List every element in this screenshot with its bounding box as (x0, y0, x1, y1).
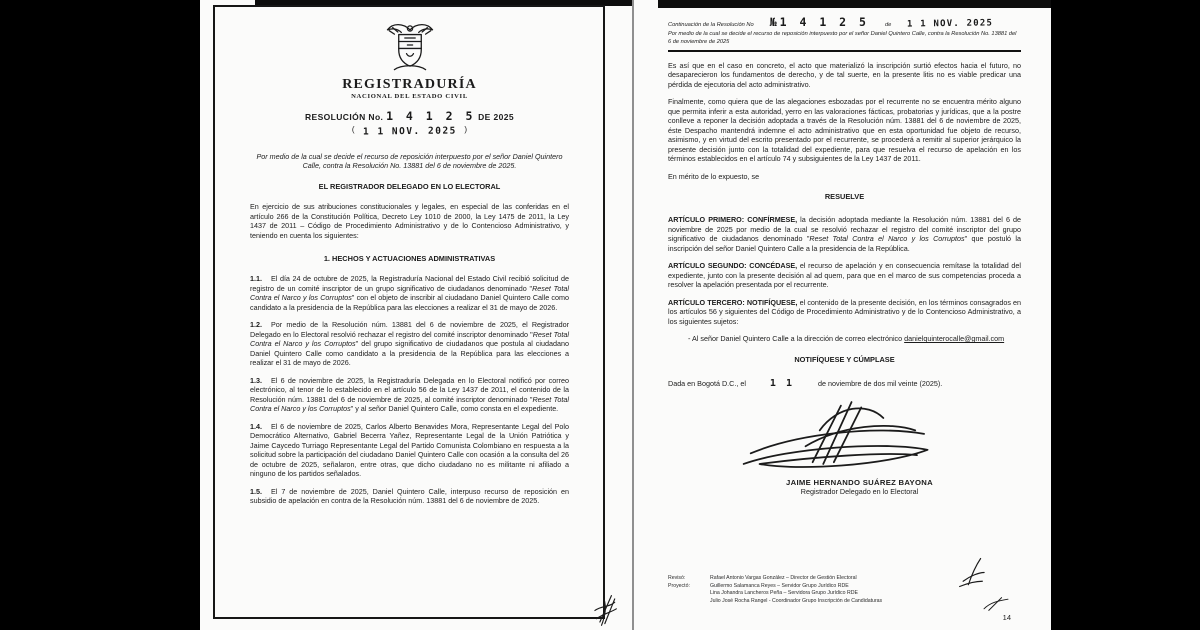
reviso-label: Revisó: (668, 574, 686, 581)
footer-initials-signature (942, 555, 986, 590)
issued-day-stamp: 1 1 (769, 377, 794, 389)
article-text: la decisión adoptada mediante la Resolución núm. 13881 del 6 de noviembre de 2025 por medio de la cual se resolvió rechazar el registro del comité inscriptor del grupo significativo de ciudadanos denominado "Reset Total Contra el Narco y los Corruptos" que postuló la inscripción del señor Daniel Quintero Calle a la presidencia de la República. (668, 215, 1021, 253)
footer-line: Guillermo Salamanca Reyes – Servidor Grupo Jurídico RDE (710, 582, 849, 589)
fact-item (250, 274, 569, 312)
notify-email: danielquinterocalle@gmail.com (904, 334, 1005, 344)
paren-close: ) (464, 124, 468, 134)
paren-open: ( (351, 124, 355, 134)
page-1-frame (213, 5, 605, 619)
resolution-date-line (250, 126, 569, 137)
page-2 (632, 0, 1051, 630)
scan-edge-top-right (658, 0, 1051, 8)
article-lead: ARTÍCULO TERCERO: NOTIFÍQUESE, (668, 297, 798, 307)
issued-line (668, 378, 1021, 389)
resolution-number-line (250, 109, 569, 123)
article-text: el contenido de la presente decisión, en los términos consagrados en los artículos 56 y siguientes del Código de Procedimiento Administrativo y de lo Contencioso Administrativo, a los siguientes sujetos: (668, 297, 1022, 326)
signer-title: Registrador Delegado en lo Electoral (800, 486, 919, 496)
notify-text: - Al señor Daniel Quintero Calle a la dirección de correo electrónico (688, 334, 903, 344)
issued-pre: Dada en Bogotá D.C., el (668, 378, 746, 388)
paragraph: Finalmente, como quiera que de las alegaciones esbozadas por el recurrente no se encuentra mérito alguno que permita inferir a esta autoridad, yerro en las valoraciones fácticas, probatorias y jurídicas, que a la postre conlleve a reponer la decisión adoptada a través de la Resolución núm. 13881 del 6 de noviembre de 2025, éste Despacho mantendrá indemne el acto administrativo que en esta oportunidad fue objeto de recurso, asimismo, y en virtud del escrito presentado por el recurrente, se procederá a remitir al superior jerárquico la presente decisión junto con la totalidad del expediente, para que resuelva el recurso de apelación en los términos establecidos en el artículo 74 y subsiguientes de la Ley 1437 de 2011. (668, 97, 1021, 164)
continuation-number-stamp (770, 14, 869, 30)
preamble: En ejercicio de sus atribuciones constitucionales y legales, en especial de las conferidas en el artículo 266 de la Constitución Política, Decreto Ley 1010 de 2000, la Ley 1475 de 2011, la Ley 1437 de 2011 – Código de Procedimiento Administrativo y de lo Contencioso Administrativo, y teniendo en cuenta los siguientes: (250, 202, 569, 240)
date-stamp: 1 1 NOV. 2025 (362, 125, 457, 138)
article-lead: ARTÍCULO PRIMERO: CONFÍRMESE, (668, 215, 798, 225)
number-sign: № (769, 15, 780, 29)
article (668, 298, 1021, 327)
footer-line: Rafael Antonio Vargas González – Director de Gestión Electoral (710, 574, 857, 581)
footer-lines (710, 575, 882, 606)
article (668, 261, 1021, 290)
page-1 (200, 0, 632, 630)
resolution-prefix: RESOLUCIÓN No. (304, 111, 384, 122)
page-2-content (668, 14, 1021, 496)
continuation-date-stamp: 1 1 NOV. 2025 (907, 18, 994, 30)
item-number: 1.5. (250, 486, 262, 496)
continuation-header (668, 14, 1021, 47)
article-text: el recurso de apelación y en consecuencia remítase la totalidad del expediente, junto con la presente decisión al ad quem, para que en el marco de sus competencias proceda a resolver la apelación presentada por el recurrente. (668, 261, 1021, 290)
section-title: 1. HECHOS Y ACTUACIONES ADMINISTRATIVAS (323, 254, 496, 264)
header-divider (668, 50, 1021, 52)
merito-line: En mérito de lo expuesto, se (668, 171, 760, 181)
continuation-number: 1 4 1 2 5 (779, 15, 869, 29)
article-lead: ARTÍCULO SEGUNDO: CONCÉDASE, (668, 261, 798, 271)
signer-name: JAIME HERNANDO SUÁREZ BAYONA (786, 477, 933, 487)
handwritten-signature (734, 395, 939, 479)
item-number: 1.4. (250, 421, 262, 431)
fact-item (250, 376, 569, 414)
resolution-subject: Por medio de la cual se decide el recurso de reposición interpuesto por el señor Daniel Quintero Calle, contra la Resolución No. 13881 del 6 de noviembre de 2025. (256, 151, 563, 171)
signature-block (734, 395, 1021, 484)
issued-post: de noviembre de dos mil veinte (2025). (817, 378, 943, 388)
item-number: 1.3. (250, 375, 262, 385)
item-text: El 6 de noviembre de 2025, la Registraduría Delegada en lo Electoral notificó por correo electrónico, al tenor de lo establecido en el artículo 56 de la Ley 1437 de 2011, el contenido de la Resolución núm. 13881 del 6 de noviembre de 2025, al comité inscriptor denominado "Reset Total Contra el Narco y los Corruptos" y al señor Daniel Quintero Calle, como consta en el expediente. (250, 375, 569, 414)
item-text: El día 24 de octubre de 2025, la Registraduría Nacional del Estado Civil recibió solicitud de registro de un comité inscriptor de un grupo significativo de ciudadanos denominado "Reset Total Contra el Narco y los Corruptos" con el objeto de inscribir al ciudadano Daniel Quintero Calle como candidato a la presidencia de la República para las elecciones a realizar el 31 de mayo de 2026. (250, 274, 569, 312)
continuation-line (668, 14, 1021, 31)
resolution-suffix: DE 2025 (478, 111, 515, 122)
resolution-number-stamp: 1 4 1 2 5 (386, 108, 476, 123)
authority-title: EL REGISTRADOR DELEGADO EN LO ELECTORAL (318, 182, 501, 192)
page-number: 14 (1002, 613, 1011, 622)
continuation-subject: Por medio de la cual se decide el recurso de reposición interpuesto por el señor Daniel Quintero Calle, contra la Resolución No. 13881 del 6 de noviembre de 2025 (668, 30, 1017, 45)
article (668, 215, 1021, 253)
org-name: REGISTRADURÍA (342, 77, 477, 92)
proyecto-label: Proyectó: (668, 582, 690, 589)
footer-initials-signature-2 (982, 596, 1010, 612)
review-footer (668, 575, 882, 606)
footer-line: Julio José Rocha Rangel - Coordinador Grupo Inscripción de Candidaturas (710, 598, 883, 605)
fact-item (250, 422, 569, 479)
notify-recipient (688, 334, 1021, 344)
fact-item (250, 320, 569, 368)
item-text: El 7 de noviembre de 2025, Daniel Quintero Calle, interpuso recurso de reposición en subsidio de apelación en contra de la Resolución núm. 13881 del 6 de noviembre de 2025. (250, 486, 569, 506)
footer-labels (668, 575, 702, 606)
initials-signature (590, 588, 618, 628)
item-text: El 6 de noviembre de 2025, Carlos Alberto Benavides Mora, Representante Legal del Polo Democrático Alternativo, Gabriel Becerra Yañez, Representante Legal de la Unión Patriótica y Jaime Caycedo Turriago Representante Legal del Partido Comunista Colombiano en respuesta a la solicitud sobre la participación del ciudadano Daniel Quintero Calle con ocasión a la consulta del 26 de octubre de 2025, señalaron, entre otras, que dicho ciudadano no es militante ni afiliado a ninguno de los partidos señalados. (250, 421, 569, 479)
footer-line: Lina Johandra Lancheros Peña – Servidora Grupo Jurídico RDE (710, 590, 858, 597)
resuelve-title: RESUELVE (824, 192, 865, 202)
paragraph: Es así que en el caso en concreto, el acto que materializó la inscripción surtió efectos hacia el futuro, no desaparecieron los fundamentos de derecho, y de tal suerte, en la presente litis no es viable predicar una pérdida de ejecutoria del acto administrativo. (668, 60, 1021, 89)
continuation-prefix: Continuación de la Resolución No (668, 22, 754, 28)
closing-title: NOTIFÍQUESE Y CÚMPLASE (794, 354, 895, 364)
fact-item (250, 487, 569, 506)
org-subtitle: NACIONAL DEL ESTADO CIVIL (351, 92, 468, 100)
item-number: 1.2. (250, 320, 262, 330)
continuation-de: de (884, 22, 892, 28)
registraduria-seal-icon (384, 21, 436, 75)
item-text: Por medio de la Resolución núm. 13881 del 6 de noviembre de 2025, el Registrador Delegado en lo Electoral resolvió rechazar el registro del comité inscriptor denominado "Reset Total Contra el Narco y los Corruptos" del grupo significativo de ciudadanos que postula al ciudadano Daniel Quintero Calle como candidato a la presidencia de la República para las elecciones a realizar el 31 de mayo de 2026. (250, 320, 569, 368)
item-number: 1.1. (250, 274, 262, 284)
